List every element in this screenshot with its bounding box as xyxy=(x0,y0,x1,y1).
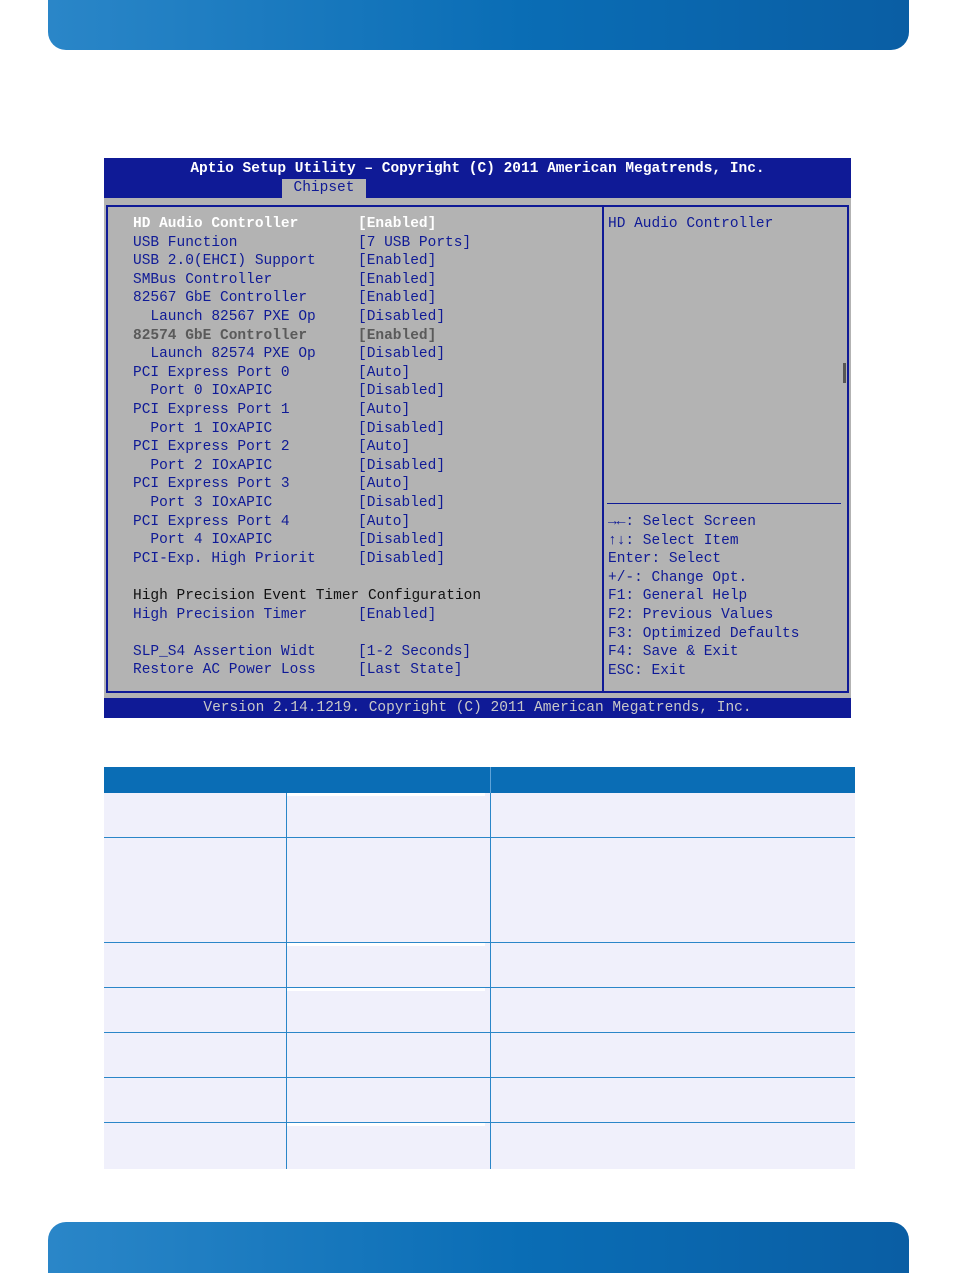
bios-item-label: Port 1 IOxAPIC xyxy=(133,420,273,437)
bios-item-value: [Enabled] xyxy=(358,216,437,232)
cell-highlight xyxy=(287,1123,485,1126)
table-header-cell xyxy=(491,767,855,793)
bios-item-value: [Disabled] xyxy=(358,532,446,549)
bios-item-label: SMBus Controller xyxy=(133,271,273,288)
cell-highlight xyxy=(287,988,485,991)
bios-item-label: PCI Express Port 0 xyxy=(133,364,290,381)
bios-item-value: [Auto] xyxy=(358,439,411,456)
bios-menu-item[interactable] xyxy=(133,550,445,569)
key-help-item: ESC: Exit xyxy=(608,662,687,679)
bios-item-value: [Disabled] xyxy=(358,550,446,567)
bios-item-label: USB Function xyxy=(133,234,238,251)
bios-menu-item[interactable] xyxy=(133,661,462,680)
column-divider xyxy=(490,793,491,1169)
bios-menu-item[interactable] xyxy=(133,401,410,420)
table-row xyxy=(104,1078,855,1123)
key-help-item: +/-: Change Opt. xyxy=(608,569,748,586)
bios-item-value: [Enabled] xyxy=(358,327,437,344)
bios-item-label: PCI-Exp. High Priorit xyxy=(133,550,316,567)
bios-item-value: [Auto] xyxy=(358,402,411,418)
bios-item-label: PCI Express Port 3 xyxy=(133,476,290,493)
bios-item-label: Port 0 IOxAPIC xyxy=(133,383,273,400)
bios-menu-item[interactable] xyxy=(133,513,410,532)
bios-item-label: 82574 GbE Controller xyxy=(133,327,308,344)
bios-menu-item[interactable] xyxy=(133,215,436,234)
bios-item-label: PCI Express Port 1 xyxy=(133,402,290,418)
bios-menu-item[interactable] xyxy=(133,364,410,383)
bios-panel-divider xyxy=(602,205,604,693)
key-help-item: F1: General Help xyxy=(608,588,748,605)
table-header xyxy=(104,767,855,793)
key-help-item: →←: Select Screen xyxy=(608,514,756,530)
help-panel-divider xyxy=(607,503,841,504)
key-help-item: F2: Previous Values xyxy=(608,607,774,623)
key-help-item: Enter: Select xyxy=(608,551,722,568)
bios-item-value: [7 USB Ports] xyxy=(358,234,472,251)
bios-footer: Version 2.14.1219. Copyright (C) 2011 American Megatrends, Inc. xyxy=(104,698,851,718)
bios-menu-item[interactable] xyxy=(133,531,445,550)
scrollbar-thumb[interactable] xyxy=(843,363,846,383)
bios-menu-item[interactable] xyxy=(133,457,445,476)
bios-item-value: [Disabled] xyxy=(358,346,446,363)
tab-chipset[interactable]: Chipset xyxy=(282,179,366,198)
help-title: HD Audio Controller xyxy=(608,216,774,232)
key-help-item: F4: Save & Exit xyxy=(608,644,739,661)
table-row xyxy=(104,1033,855,1078)
bios-menu-item[interactable] xyxy=(133,643,471,662)
bios-item-label: 82567 GbE Controller xyxy=(133,290,308,307)
bios-item-label: Launch 82574 PXE Op xyxy=(133,346,316,363)
bios-title: Aptio Setup Utility – Copyright (C) 2011 American Megatrends, Inc. xyxy=(190,161,765,177)
key-help-item: F3: Optimized Defaults xyxy=(608,625,800,642)
bios-menu-item[interactable] xyxy=(133,494,445,513)
bios-menu-item[interactable] xyxy=(133,438,410,457)
bios-item-label: Port 4 IOxAPIC xyxy=(133,532,273,549)
bios-item-value: [Disabled] xyxy=(358,495,446,511)
bios-item-value: [Enabled] xyxy=(358,253,437,270)
table-header-cell xyxy=(287,767,490,793)
bios-screenshot xyxy=(104,158,851,718)
bios-item-label: SLP_S4 Assertion Widt xyxy=(133,643,316,660)
bios-item-label: PCI Express Port 4 xyxy=(133,513,290,530)
bios-item-value: [Disabled] xyxy=(358,309,446,325)
bios-item-label: Launch 82567 PXE Op xyxy=(133,309,316,325)
settings-table xyxy=(104,767,855,1169)
bios-item-value: [1-2 Seconds] xyxy=(358,643,472,660)
bios-menu-item[interactable] xyxy=(133,308,445,327)
table-row xyxy=(104,838,855,943)
bios-menu-item[interactable] xyxy=(133,234,471,253)
bios-menu-item[interactable] xyxy=(133,420,445,439)
bios-item-value: [Disabled] xyxy=(358,457,446,474)
cell-highlight xyxy=(287,943,485,946)
bios-menu-item[interactable] xyxy=(133,382,445,401)
bios-item-label: High Precision Event Timer Configuration xyxy=(133,588,482,604)
column-divider xyxy=(286,793,287,1169)
key-help-item: ↑↓: Select Item xyxy=(608,532,739,549)
bios-item-label: PCI Express Port 2 xyxy=(133,439,290,456)
bios-menu-item[interactable] xyxy=(133,271,436,290)
bios-item-value: [Disabled] xyxy=(358,420,446,437)
bios-item-value: [Auto] xyxy=(358,364,411,381)
bios-item-value: [Auto] xyxy=(358,476,411,493)
top-banner xyxy=(48,0,909,50)
bios-item-label: High Precision Timer xyxy=(133,606,308,623)
table-header-cell xyxy=(104,767,287,793)
bios-item-value: [Auto] xyxy=(358,513,411,530)
bios-item-label: USB 2.0(EHCI) Support xyxy=(133,253,316,270)
bios-menu-item[interactable] xyxy=(133,289,436,308)
bios-item-value: [Last State] xyxy=(358,662,463,679)
bios-menu-item[interactable] xyxy=(133,252,436,271)
cell-highlight xyxy=(287,793,485,796)
bios-item-label: HD Audio Controller xyxy=(133,216,299,232)
table-row xyxy=(104,943,855,988)
bios-item-label: Port 3 IOxAPIC xyxy=(133,495,273,511)
bios-menu-item[interactable] xyxy=(133,327,436,346)
bios-item-label: Restore AC Power Loss xyxy=(133,662,316,679)
bios-item-label: Port 2 IOxAPIC xyxy=(133,457,273,474)
bios-item-value: [Enabled] xyxy=(358,606,437,623)
table-row xyxy=(104,988,855,1033)
bios-menu-item[interactable] xyxy=(133,606,436,625)
table-row xyxy=(104,793,855,838)
bios-item-value: [Enabled] xyxy=(358,271,437,288)
bios-menu-item[interactable] xyxy=(133,345,445,364)
bios-menu-item xyxy=(133,587,482,606)
bios-item-value: [Disabled] xyxy=(358,383,446,400)
bottom-banner xyxy=(48,1222,909,1273)
bios-title-bar xyxy=(104,158,851,198)
bios-item-value: [Enabled] xyxy=(358,290,437,307)
table-row xyxy=(104,1123,855,1169)
bios-menu-item[interactable] xyxy=(133,475,410,494)
table-header-divider xyxy=(490,767,491,793)
